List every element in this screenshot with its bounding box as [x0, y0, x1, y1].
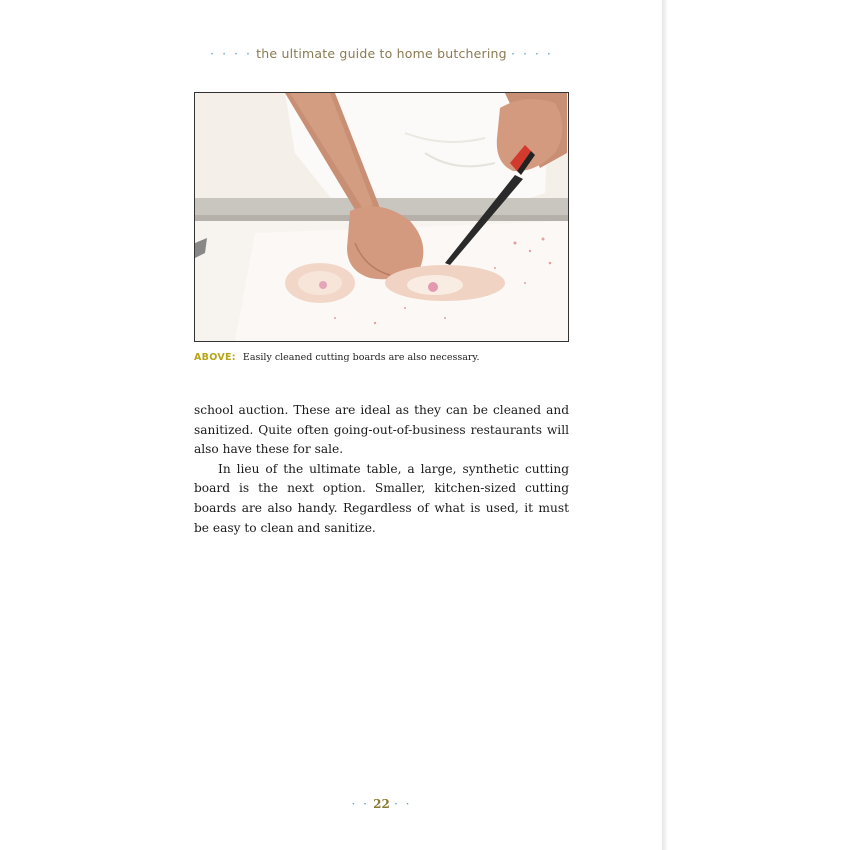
folio-dots-right: · ·	[394, 797, 412, 811]
paragraph-2: In lieu of the ultimate table, a large, synthetic cutting board is the next option. Smaller, kitchen-sized cutting boards are also handy. Regardless of what is used, it must be easy to clean and sanitize.	[194, 461, 569, 535]
photo-caption	[194, 352, 574, 363]
running-head-dots-left: · · · ·	[210, 46, 252, 61]
photo-illustration	[195, 93, 568, 341]
photo-knife-cutting-meat	[194, 92, 569, 342]
caption-text: Easily cleaned cutting boards are also necessary.	[242, 352, 480, 363]
body-text	[194, 401, 569, 538]
caption-label: ABOVE:	[194, 352, 236, 363]
page-number	[194, 797, 569, 811]
running-head	[194, 46, 569, 61]
folio-dots-left: · ·	[351, 797, 369, 811]
running-head-title: the ultimate guide to home butchering	[256, 46, 507, 61]
folio-number: 22	[373, 797, 390, 811]
paragraph-1: school auction. These are ideal as they can be cleaned and sanitized. Quite often going-out-of-business restaurants will also have these for sale.	[194, 403, 569, 457]
running-head-dots-right: · · · ·	[511, 46, 553, 61]
page-gutter-edge	[662, 0, 668, 850]
